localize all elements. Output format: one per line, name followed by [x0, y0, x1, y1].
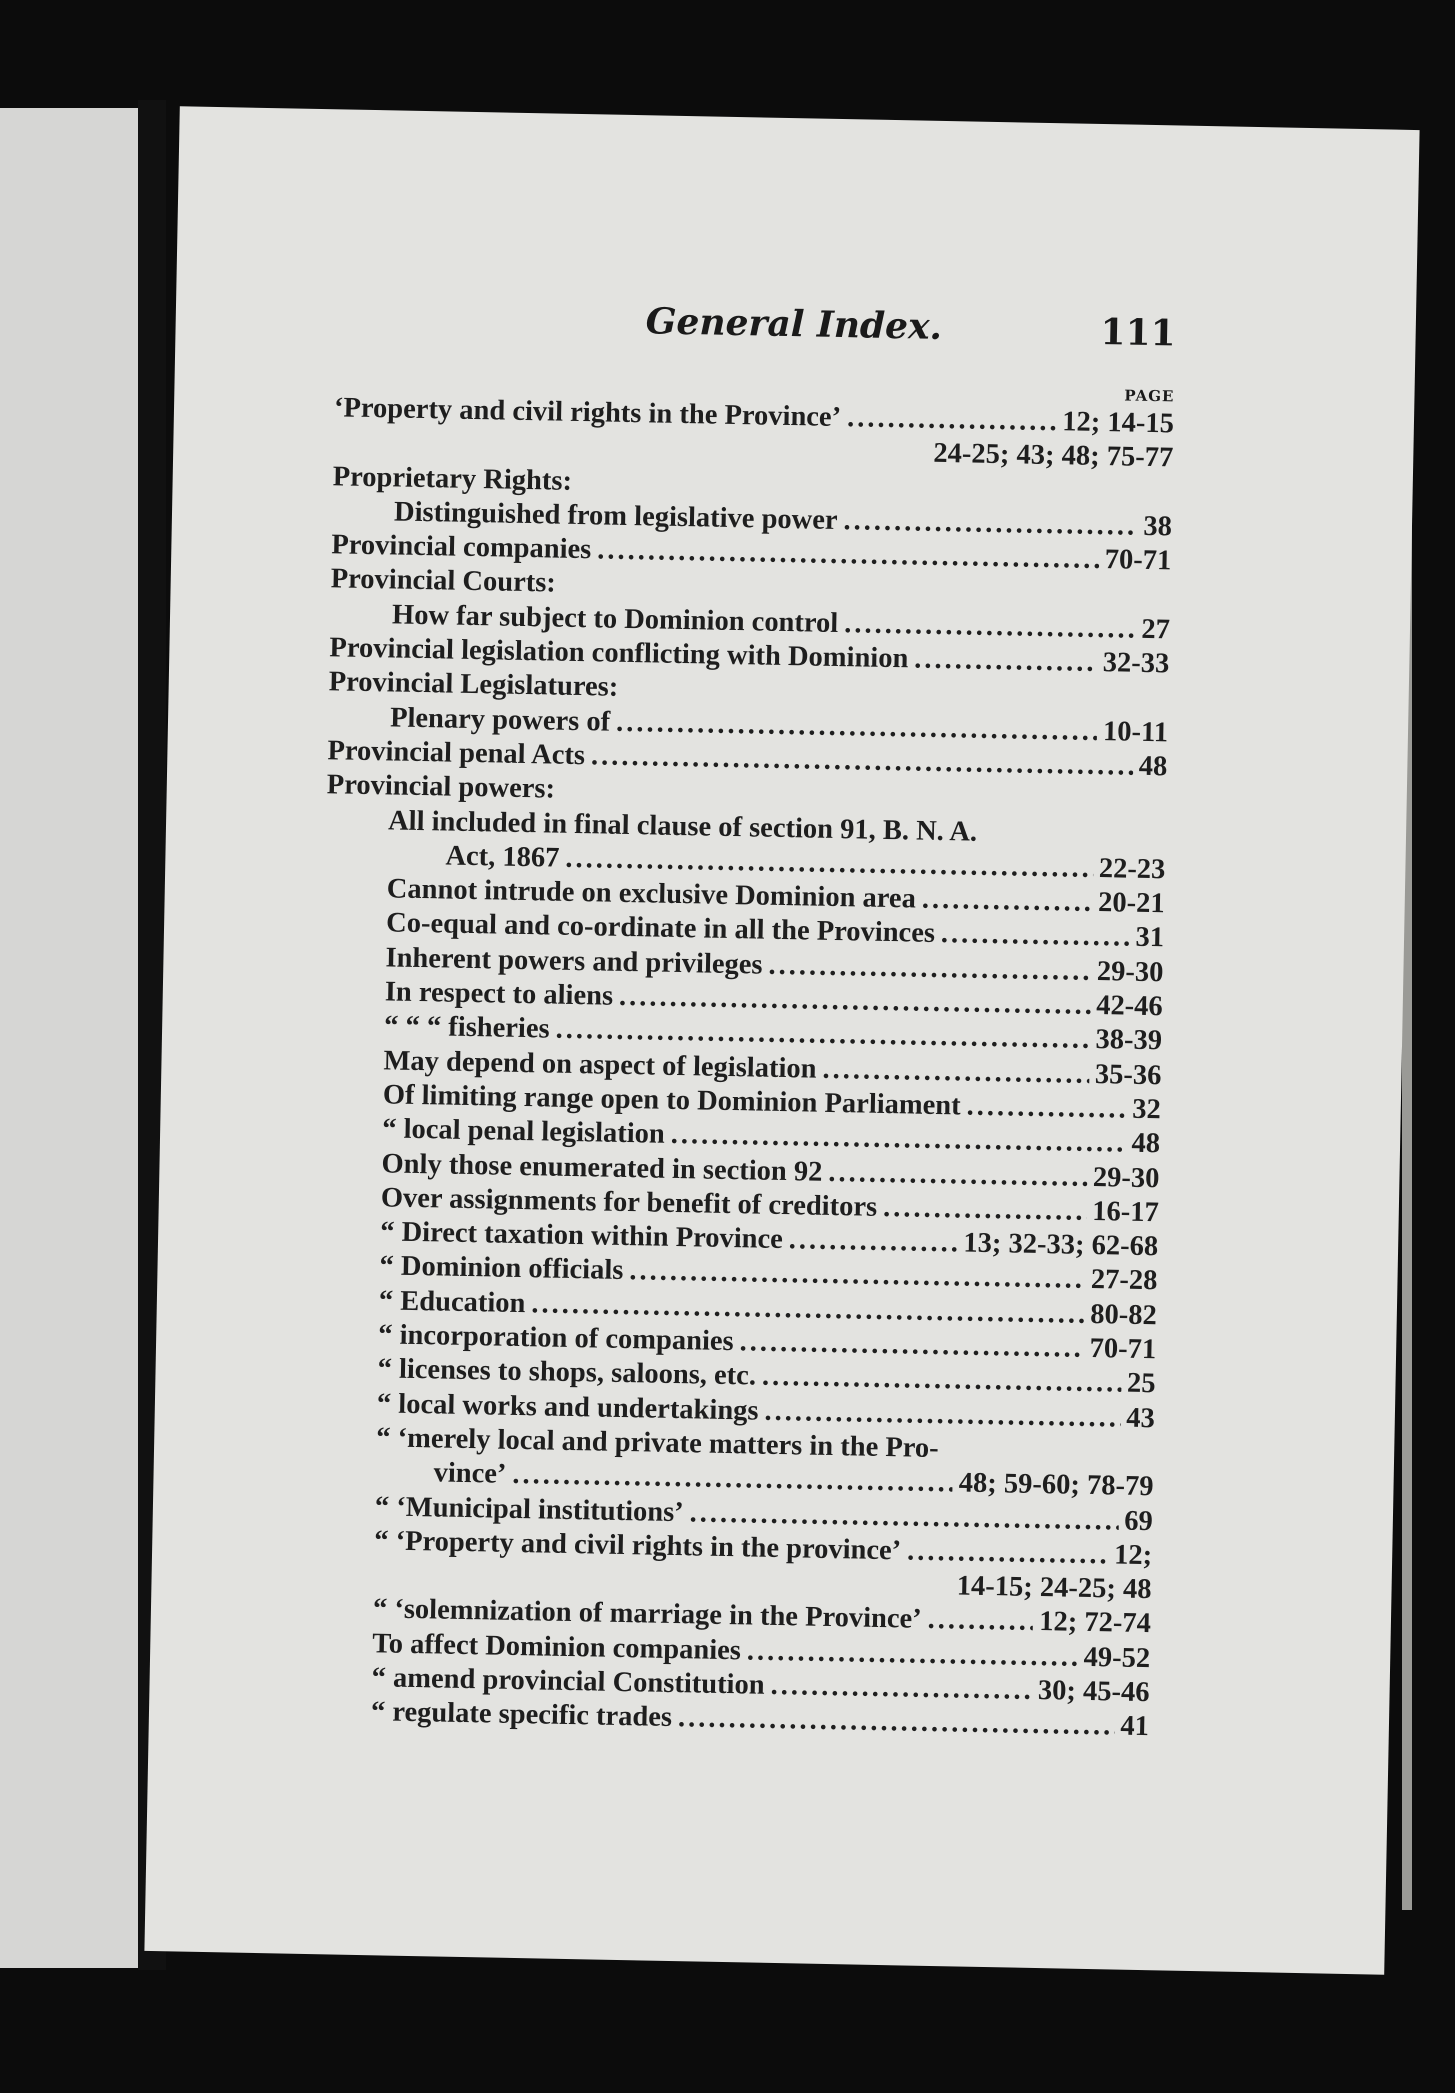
- index-entry-label: “ incorporation of companies: [377, 1319, 734, 1358]
- index-entry-label: To affect Dominion companies: [372, 1627, 742, 1667]
- dot-leader: [822, 1052, 1089, 1091]
- dot-leader: [770, 1669, 1032, 1708]
- index-entry-pages: 12; 14-15: [1062, 406, 1175, 440]
- index-entry-pages: 48; 59-60; 78-79: [958, 1467, 1154, 1503]
- index-entry-label: Provincial penal Acts: [327, 735, 586, 772]
- left-page-edge: [0, 108, 140, 1968]
- index-entry-pages: 10-11: [1102, 715, 1169, 749]
- index-entry-pages: 42-46: [1095, 990, 1164, 1023]
- dot-leader: [788, 1223, 957, 1261]
- index-entry-pages: 29-30: [1092, 1161, 1160, 1194]
- index-entry-pages: 41: [1120, 1710, 1150, 1743]
- index-entry-label: “ local works and undertakings: [376, 1387, 759, 1427]
- header-title: General Index.: [645, 300, 943, 348]
- dot-leader: [844, 607, 1136, 647]
- dot-leader: [678, 1701, 1115, 1744]
- index-entry-label: “ amend provincial Constitution: [371, 1662, 765, 1701]
- index-entry-pages: 70-71: [1089, 1332, 1157, 1366]
- index-entry-pages: 35-36: [1094, 1058, 1162, 1091]
- index-entry-label: “ licenses to shops, saloons, etc.: [377, 1353, 757, 1392]
- dot-leader: [883, 1191, 1087, 1229]
- index-entry-label: “ ‘Property and civil rights in the province’: [374, 1525, 902, 1567]
- index-entry-pages: 13; 32-33; 62-68: [963, 1227, 1159, 1263]
- index-entry-pages: 32-33: [1102, 647, 1170, 680]
- index-entry-label: Provincial Legislatures:: [328, 666, 619, 704]
- index-entry-label: “ ‘merely local and private matters in the Pro-: [376, 1422, 939, 1464]
- index-entry-label: Cannot intrude on exclusive Dominion area: [386, 873, 917, 915]
- index-entry-label: Over assignments for benefit of creditors: [380, 1182, 878, 1223]
- index-entry-pages: 70-71: [1104, 544, 1172, 577]
- index-entry-label: Of limiting range open to Dominion Parliament: [382, 1079, 961, 1122]
- index-entry-pages: 24-25; 43; 48; 75-77: [933, 438, 1174, 474]
- index-entry-pages: 32: [1131, 1093, 1162, 1126]
- index-entry-pages: 12; 72-74: [1038, 1606, 1152, 1640]
- index-entry-label: Provincial legislation conflicting with Dominion: [329, 632, 909, 675]
- index-entry-pages: 12;: [1113, 1539, 1153, 1571]
- index-entry-pages: 30; 45-46: [1037, 1675, 1150, 1709]
- dot-leader: [941, 917, 1130, 955]
- index-entry-label: Co-equal and co-ordinate in all the Provinces: [385, 907, 936, 950]
- page-column-label: PAGE: [1124, 386, 1175, 406]
- index-entry-label: Plenary powers of: [389, 702, 611, 738]
- index-entry-label: “ “ “ fisheries: [383, 1010, 550, 1045]
- index-entry-pages: 38-39: [1095, 1024, 1163, 1057]
- page-number: 111: [1100, 310, 1177, 355]
- index-entry-label: Distinguished from legislative power: [393, 496, 838, 536]
- index-entries: [309, 391, 1175, 1744]
- index-entry-pages: 80-82: [1090, 1298, 1158, 1331]
- index-entry-label: Provincial powers:: [326, 769, 556, 805]
- index-entry-label: ‘Property and civil rights in the Province’: [333, 392, 842, 434]
- index-entry-label: “ regulate specific trades: [370, 1696, 673, 1734]
- index-entry-pages: 14-15; 24-25; 48: [956, 1570, 1152, 1606]
- index-page: [144, 106, 1419, 1974]
- running-header: [175, 291, 1416, 375]
- dot-leader: [847, 401, 1057, 439]
- index-entry-pages: 49-52: [1083, 1641, 1151, 1674]
- index-entry-pages: 16-17: [1091, 1195, 1160, 1229]
- index-entry-pages: 20-21: [1097, 887, 1165, 920]
- index-entry-label: Only those enumerated in section 92: [381, 1147, 823, 1188]
- dot-leader: [922, 883, 1093, 921]
- index-entry-label: How far subject to Dominion control: [391, 599, 839, 639]
- index-entry-label: “ local penal legislation: [381, 1113, 666, 1150]
- dot-leader: [914, 643, 1097, 681]
- index-entry-pages: 69: [1124, 1505, 1154, 1537]
- dot-leader: [828, 1155, 1087, 1194]
- dot-leader: [843, 504, 1138, 544]
- index-entry-pages: 27-28: [1090, 1264, 1158, 1297]
- index-entry-label: “ ‘solemnization of marriage in the Province’: [372, 1593, 922, 1636]
- index-entry-label: vince’: [433, 1457, 507, 1490]
- index-entry-pages: 27: [1141, 613, 1171, 646]
- index-entry-label: In respect to aliens: [384, 976, 614, 1012]
- dot-leader: [927, 1603, 1033, 1639]
- index-entry-label: Inherent powers and privileges: [385, 942, 763, 981]
- dot-leader: [966, 1089, 1126, 1126]
- dot-leader: [907, 1534, 1109, 1572]
- index-entry-label: Provincial companies: [331, 529, 592, 566]
- index-entry-pages: 38: [1143, 510, 1173, 543]
- index-entry-pages: 48: [1138, 750, 1168, 783]
- index-entry-label: “ ‘Municipal institutions’: [374, 1490, 685, 1528]
- index-entry-pages: 22-23: [1098, 852, 1166, 886]
- index-entry-label: “ Education: [378, 1285, 526, 1319]
- index-entry-pages: 48: [1131, 1127, 1161, 1160]
- index-entry-pages: 43: [1126, 1402, 1156, 1434]
- index-entry-label: All included in final clause of section 91, B. N. A.: [387, 804, 978, 848]
- index-entry-pages: 29-30: [1096, 955, 1164, 989]
- index-entry-label: “ Direct taxation within Province: [379, 1216, 784, 1256]
- index-entry-label: Act, 1867: [445, 840, 560, 874]
- index-entry-pages: 31: [1135, 922, 1165, 954]
- index-entry-label: Proprietary Rights:: [332, 460, 573, 497]
- index-entry-label: “ Dominion officials: [379, 1250, 624, 1287]
- index-entry-label: May depend on aspect of legislation: [383, 1044, 817, 1085]
- index-entry-pages: 25: [1126, 1368, 1156, 1400]
- index-entry-label: Provincial Courts:: [330, 563, 557, 600]
